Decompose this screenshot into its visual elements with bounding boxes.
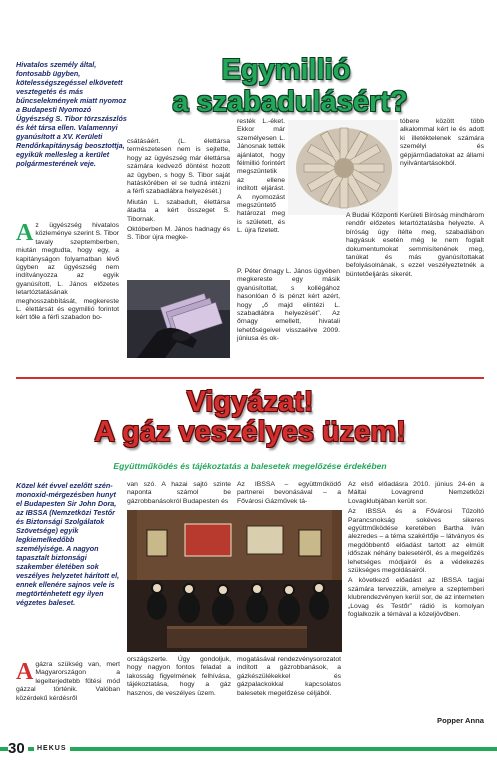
article2-column-1	[16, 661, 120, 703]
article1-column-3b	[237, 268, 340, 344]
article2-dropcap: A	[16, 659, 34, 685]
article2-col4-text: Az első előadásra 2010. június 24-én a Máltai Lovagrend Nemzetközi Lovagklubjában került sor.	[348, 481, 484, 505]
article2-headline-line1: Vigyázat!	[186, 386, 314, 418]
article2-col4-text-c: A következő előadást az IBSSA tagjai számára tervezzük, amelyre a szeptemberi klubrendezvényen kerül sor, de az interneten „Lovag és Testőr” rádió is komolyan foglalkozik a témával a közeljövőben.	[348, 577, 484, 619]
article1-column-2	[127, 138, 230, 245]
article-divider	[16, 377, 484, 379]
article2-column-2b	[127, 656, 231, 698]
article2-col4-text-b: Az IBSSA és a Fővárosi Tűzoltó Parancsnokság sokéves sikeres együttműködése keretében Bartha Iván alezredes – a téma szakértője – látványos és megdöbbentő előadást tartott az elmúlt időszak néhány balesetéről, és a megelőzés lehetséges módjairól és a védekezés szükséges megoldásairól.	[348, 508, 485, 575]
article1-column-4	[400, 118, 484, 168]
article2-col3-text: Az IBSSA – együttműködő partnerei bevonásával – a Fővárosi Gázművek tá-	[237, 481, 341, 505]
article2-col2-text: van szó. A hazai sajtó szinte naponta számol be gázrobbanásokról Budapesten és	[127, 481, 231, 505]
article1-dropcap: A	[16, 220, 34, 246]
article1-column-1	[16, 222, 119, 323]
article2-lead: Közel két évvel ezelőtt szén-monoxid-mérgezésben hunyt el Budapesten Sir John Dora, az IBSSA (Nemzetközi Testőr és Biztonsági Szolgálatok Szövetsége) egyik legkiemelkedőbb személyisége. A nagyon tapasztalt biztonsági szakember életében sok veszélyes helyzetet hárított el, ennek ellenére sajnos vele is megtörténhetett egy ilyen végzetes baleset.	[16, 481, 120, 607]
article1-column-3	[237, 118, 285, 236]
article2-col3-text-b: mogatásával rendezvénysorozatot indított a gázrobbanások, a gázkészülékekkel és gázpalackokkal kapcsolatos balesetek megelőzése céljából.	[237, 656, 341, 697]
article1-col1-text: z ügyészség hivatalos közleménye szerint S. Tibor tavaly szeptemberben, miután megtudta, hogy egy, a kapitányságon folyamatban lévő ügyben az ügyészség nem indítványozza az egyik gyanúsított, L. János előzetes letartóztatásának meghosszabbítását, megkereste L. élettársát és egymillió forintot kért tőle a férfi szabadon bo-	[16, 222, 119, 322]
footer-green-bar	[0, 747, 497, 751]
article1-column-4b	[346, 212, 484, 279]
conference-room-photo	[127, 510, 342, 652]
article2-subtitle: Együttműködés és tájékoztatás a balesetek megelőzése érdekében	[113, 461, 387, 471]
article2-col2-text-b: országszerte. Úgy gondoljuk, hogy nagyon fontos feladat a lakosság figyelmének felhívása, tájékoztatása, hogy a gáz hasznos, de veszélyes üzem.	[127, 656, 231, 697]
article1-headline-line1: Egymillió	[221, 54, 351, 86]
article2-headline-line2: A gáz veszélyes üzem!	[94, 416, 406, 448]
banknote-stack-photo	[288, 120, 398, 215]
page-number: 30	[8, 740, 28, 757]
article2-column-4	[348, 481, 484, 622]
article1-lead: Hivatalos személy által, fontosabb ügyben, kötelességszegéssel elkövetett vesztegetés és más bűncselekmények miatt nyomoz a Budapesti Nyomozó Ügyészség S. Tibor törzszászlós és két társa ellen. Valamennyi gyanúsított a XV. Kerületi Rendőrkapitányság beosztottja, egyikük mellesleg a kerület polgármesterének veje.	[16, 60, 127, 168]
article1-headline-line2: a szabadulásért?	[172, 86, 408, 118]
article1-col2-text: csátásáért. (L. élettársa természetesen nem is sejtette, hogy az ügyészség már élettársa számára kedvező döntést hozott az ügyben, s hogy S. Tibor saját hatáskörében el se tudná intézni a férfi szabadlábra helyezését.)	[127, 138, 230, 196]
magazine-name: HEKUS	[34, 745, 70, 752]
article1-col2-text-c: Októberben M. János hadnagy és S. Tibor újra megke-	[127, 226, 230, 242]
article1-col4-text-b: A Budai Központi Kerületi Bíróság mindhárom rendőr előzetes letartóztatásba helyezte. A bíróság úgy ítélte meg, szabadlábon hagyásuk esetén még le nem foglalt dokumentumokat semmisítenének meg, tanúkat és más gyanúsítottakat befolyásolnának, s ezzel veszélyeztetnék a büntetőeljárás sikerét.	[346, 212, 484, 278]
article2-column-3b	[237, 656, 341, 698]
money-hand-illustration	[127, 280, 230, 358]
article2-col1-text: gázra szükség van, mert Magyarországon a legelterjedtebb fűtési mód gázzal történik. Valóban közérdekű kérdésről	[16, 661, 120, 702]
article1-col4-text: tóbere között több alkalommal kért le és adott ki illetéktelenek számára személyi és gépjárműadatokat az állami nyilvántartásokból.	[400, 118, 484, 168]
article2-column-3	[237, 481, 341, 506]
conference-room-illustration	[127, 510, 342, 652]
page-footer	[0, 738, 497, 763]
article2-byline: Popper Anna	[437, 716, 484, 725]
article1-col2-text-b: Miután L. szabadult, élettársa átadta a kért összeget S. Tibornak.	[127, 198, 230, 223]
banknote-fan-illustration	[288, 120, 398, 215]
money-hand-photo	[127, 280, 230, 358]
article1-col3-text: resték L.-éket. Ekkor már személyesen L. Jánosnak tették ajánlatot, hogy félmillió forintért megszüntetik az ellene indított eljárást. A nyomozást megszüntető határozat meg is született, és L. újra fizetett.	[237, 118, 285, 235]
article2-column-2	[127, 481, 231, 506]
article1-col3-text-b: P. Péter őrnagy L. János ügyében megkereste egy másik gyanúsítottat, s kollégához hasonlóan ő is pénzt kért azért, hogy „ő majd elintézi L. szabadlábra helyezését”. Az őrnagy emellett, hivatali lehetőségeivel visszaélve 2009. júniusa és ok-	[237, 268, 340, 343]
